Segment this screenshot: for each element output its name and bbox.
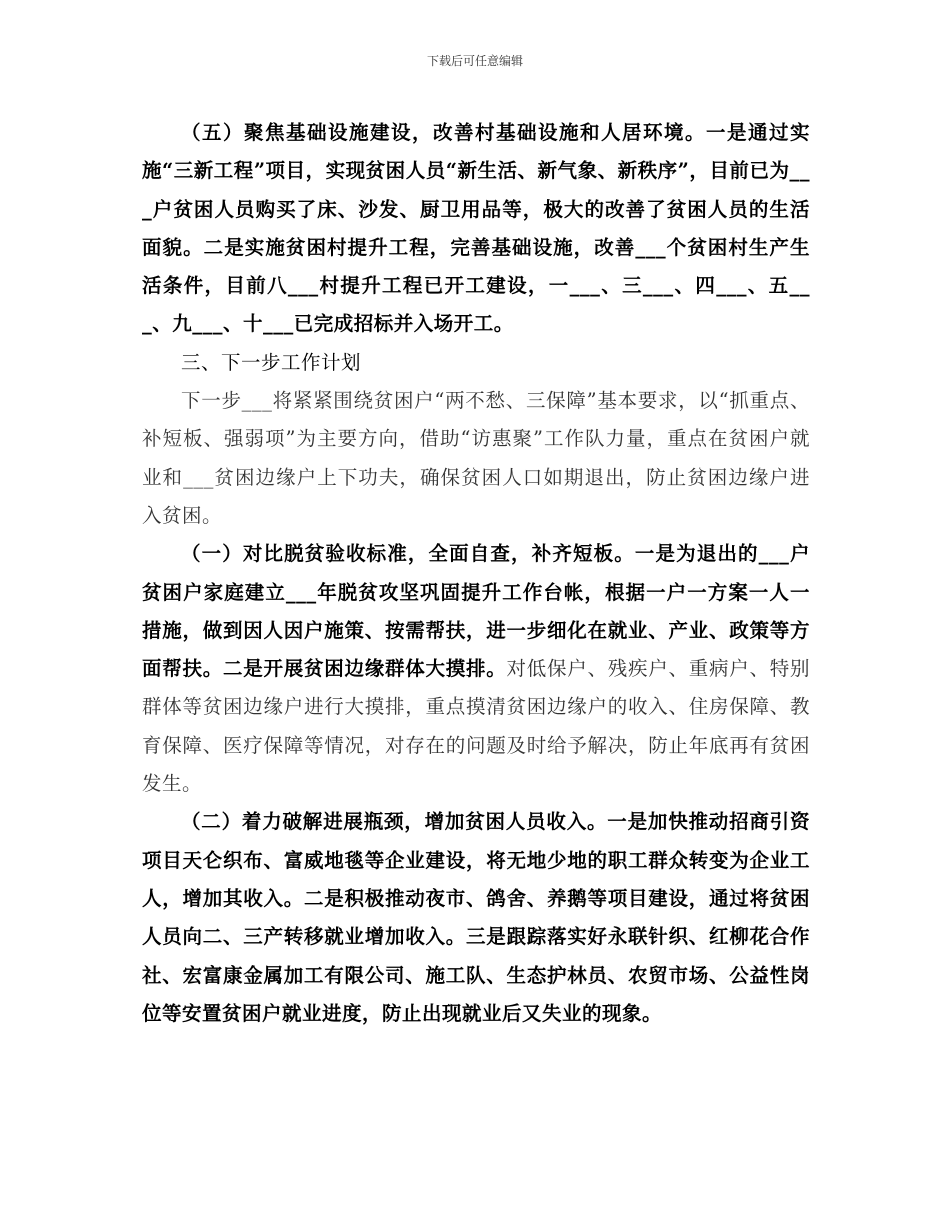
page-header: 下载后可任意编辑 [426,54,523,68]
document-body [142,114,810,1033]
paragraph-next-steps: 下一步___将紧紧围绕贫困户“两不愁、三保障”基本要求，以“抓重点、补短板、强弱项”为主要方向，借助“访惠聚”工作队力量，重点在贫困户就业和___贫困边缘户上下功夫，确保贫困人口如期退出，防止贫困边缘户进入贫困。 [142,389,810,527]
section-heading-next-steps: 三、下一步工作计划 [181,350,362,374]
paragraph-income: （二）着力破解进展瓶颈，增加贫困人员收入。一是加快推动招商引资项目天仑织布、富威地毯等企业建设，将无地少地的职工群众转变为企业工人，增加其收入。二是积极推动夜市、鸽舍、养鹅等项目建设，通过将贫困人员向二、三产转移就业增加收入。三是跟踪落实好永联针织、红柳花合作社、宏富康金属加工有限公司、施工队、生态护林员、农贸市场、公益性岗位等安置贫困户就业进度，防止出现就业后又失业的现象。 [142,810,810,1025]
paragraph-self-check [142,535,810,803]
paragraph-infrastructure: （五）聚焦基础设施建设，改善村基础设施和人居环境。一是通过实施“三新工程”项目，实现贫困人员“新生活、新气象、新秩序”，目前已为___户贫困人员购买了床、沙发、厨卫用品等，极大的改善了贫困人员的生活面貌。二是实施贫困村提升工程，完善基础设施，改善___个贫困村生产生活条件，目前八___村提升工程已开工建设，一___、三___、四___、五___、九___、十___已完成招标并入场开工。 [142,121,810,336]
paragraph-self-check-normal: 对低保户、残疾户、重病户、特别群体等贫困边缘户进行大摸排，重点摸清贫困边缘户的收入、住房保障、教育保障、医疗保障等情况，对存在的问题及时给予解决，防止年底再有贫困发生。 [142,657,810,796]
paragraph-self-check-bold: （一）对比脱贫验收标准，全面自查，补齐短板。一是为退出的___户贫困户家庭建立___年脱贫攻坚巩固提升工作台帐，根据一户一方案一人一措施，做到因人因户施策、按需帮扶，进一步细化在就业、产业、政策等方面帮扶。二是开展贫困边缘群体大摸排。 [142,542,810,681]
